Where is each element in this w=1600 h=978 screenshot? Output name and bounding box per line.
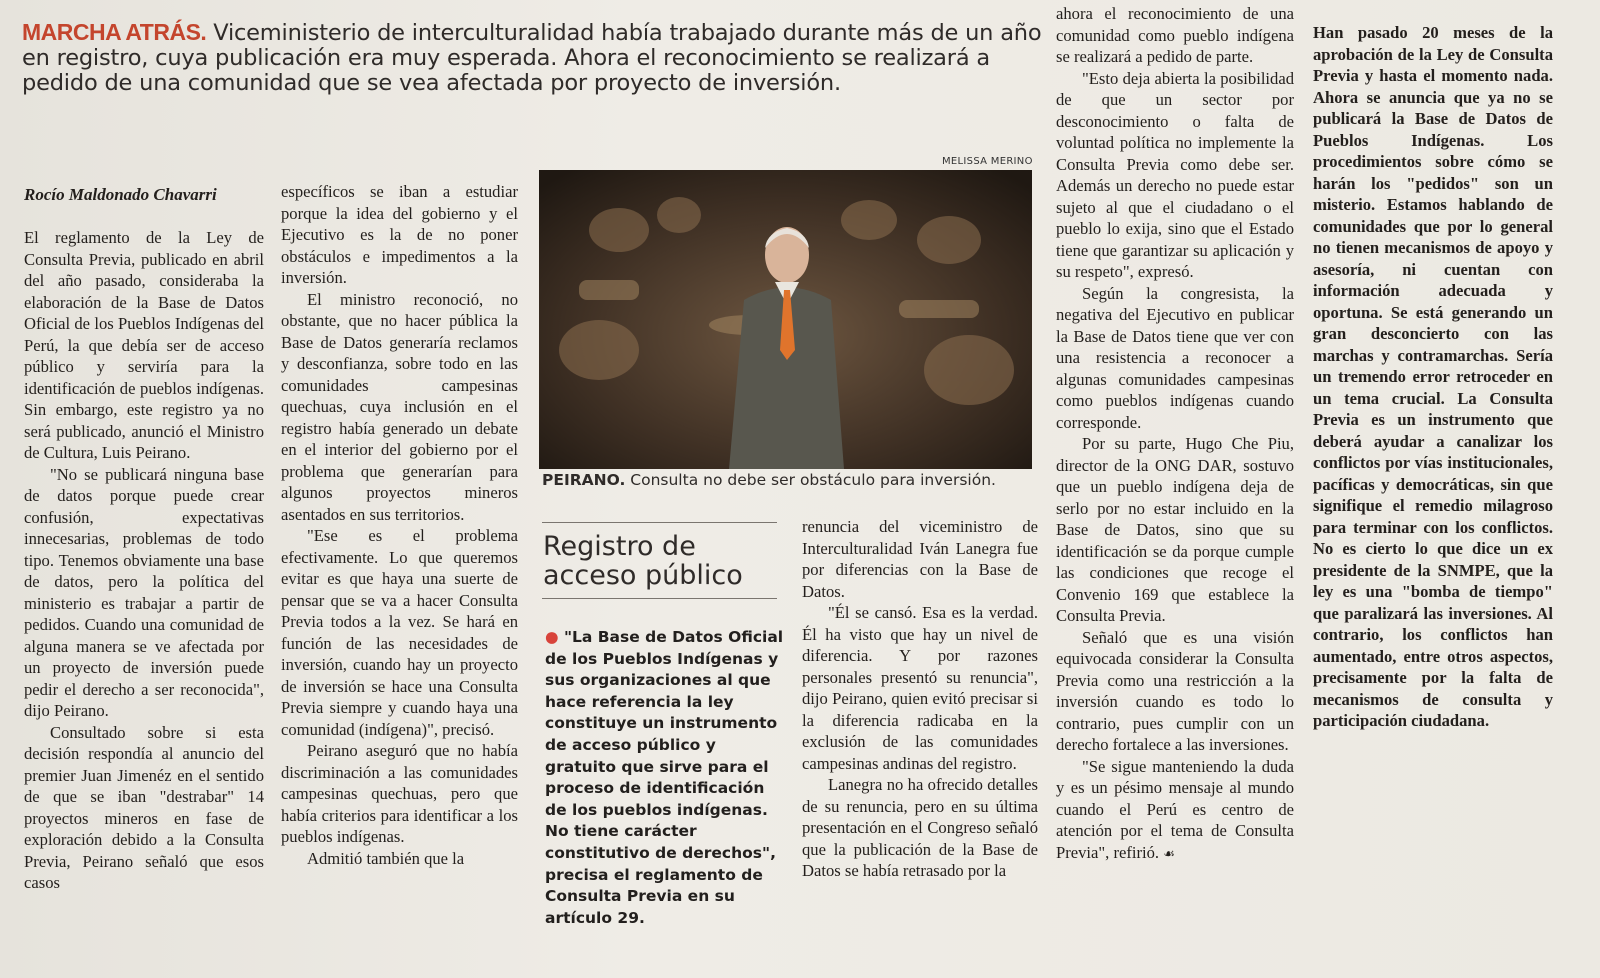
opinion-text: Han pasado 20 meses de la aprobación de la Ley de Consulta Previa y hasta el momento nada. Ahora se anuncia que ya no se publicará la Base de Datos de Pueblos Indígenas. Los procedimientos sobre cómo se harán los "pedidos" son un misterio. Estamos hablando de comunidades que por lo general no tienen mecanismos de apoyo y asesoría, ni cuentan con información adecuada y oportuna. Se está generando un gran desconcierto con las marchas y contramarchas. Sería un tremendo error retroceder en un tema crucial. La Consulta Previa es un instrumento que deberá ayudar a canalizar los conflictos por vías institucionales, pacíficas y democráticas, sin que signifique el remedio milagroso para terminar con los conflictos. No es cierto lo que dice un ex presidente de la SNMPE, que la ley es una "bomba de tiempo" que paralizará las inversiones. Al contrario, los conflictos han aumentado, entre otros aspectos, precisamente por la falta de mecanismos de consulta y participación ciudadana. (1313, 23, 1553, 730)
paragraph: Admitió también que la (307, 848, 465, 868)
sidebar-title: Registro de acceso público (543, 531, 743, 591)
lead-text: Viceministerio de interculturalidad había trabajado durante más de un año en registro, cuya publicación era muy esperada. Ahora el reconocimiento se realizará a pedido de una comunidad que se vea afectada por proyecto de inversión. (22, 20, 1042, 96)
photo-illustration (539, 170, 1032, 469)
paragraph: Consultado sobre si esta decisión respondía al anuncio del premier Juan Jimenéz en el sentido de que se iban "destrabar" 14 proyectos mineros en fase de exploración debido a la Consulta Previa, Peirano señaló que esos casos (24, 722, 264, 892)
article-column-4 (1056, 3, 1294, 864)
paragraph: Según la congresista, la negativa del Ejecutivo en publicar la Base de Datos tiene que ver con una resistencia a reconocer a algunas comunidades campesinas como pueblos indígenas cuando corresponde. (1056, 283, 1294, 432)
lead-kicker: MARCHA ATRÁS. (22, 19, 207, 45)
paragraph-text: "Se sigue manteniendo la duda y es un pésimo mensaje al mundo cuando el Perú es centro de atención por el tema de Consulta Previa", refirió. (1056, 756, 1294, 862)
article-column-2 (281, 181, 518, 869)
paragraph: El reglamento de la Ley de Consulta Previa, publicado en abril del año pasado, consideraba la elaboración de la Base de Datos Oficial de los Pueblos Indígenas del Perú, la que debía ser de acceso público y serviría para la identificación de pueblos indígenas. Sin embargo, este registro ya no será publicado, anunció el Ministro de Cultura, Luis Peirano. (24, 228, 264, 462)
paragraph: "Ese es el problema efectivamente. Lo que queremos evitar es que haya una suerte de pensar que se va a hacer Consulta Previa todos a la vez. Se hará en función de las necesidades de inversión, cuando hay un proyecto de inversión se hace una Consulta Previa siempre y cuando haya una comunidad (indígena)", precisó. (281, 526, 518, 739)
paragraph: Por su parte, Hugo Che Piu, director de la ONG DAR, sostuvo que un pueblo indígena deja de serlo por no estar incluido en la Base de Datos, sino que su identificación se da porque cumple las condiciones que recoge el Convenio 169 que establece la Consulta Previa. (1056, 434, 1294, 625)
byline: Rocío Maldonado Chavarri (24, 185, 217, 204)
lead-paragraph (22, 20, 1052, 96)
photo-peirano (539, 170, 1032, 469)
paragraph: "Él se cansó. Esa es la verdad. Él ha visto que hay un nivel de diferencia. Y por razones personales presentó su renuncia", dijo Peirano, quien evitó precisar si la diferencia radicaba en la exclusión de las comunidades campesinas andinas del registro. (802, 603, 1038, 773)
paragraph: "No se publicará ninguna base de datos porque puede crear confusión, expectativas innecesarias, problemas de todo tipo. Tenemos obviamente una base de datos, pero la política del ministerio es trabajar a partir de pedidos. Cuando una comunidad de alguna manera se ve afectada por un proyecto de inversión puede pedir el derecho a ser reconocida", dijo Peirano. (24, 464, 264, 720)
caption-lead: PEIRANO. (542, 471, 626, 489)
article-column-3 (802, 516, 1038, 882)
article-column-1 (24, 227, 264, 894)
paragraph: renuncia del viceministro de Interculturalidad Iván Lanegra fue por diferencias con la Base de Datos. (802, 517, 1038, 601)
paragraph: ahora el reconocimiento de una comunidad como pueblo indígena se realizará a pedido de parte. (1056, 4, 1294, 66)
photo-credit: MELISSA MERINO (942, 156, 1033, 167)
paragraph: Señaló que es una visión equivocada considerar la Consulta Previa como una restricción a la inversión cuando es todo lo contrario, pues cumplir con un derecho fortalece a las inversiones. (1056, 627, 1294, 754)
caption-text: Consulta no debe ser obstáculo para inversión. (630, 471, 996, 489)
sidebar-quote-text: "La Base de Datos Oficial de los Pueblos Indígenas y sus organizaciones al que hace referencia la ley constituye un instrumento de acceso público y gratuito que sirve para el proceso de identificación de los pueblos indígenas. No tiene carácter constitutivo de derechos", precisa el reglamento de Consulta Previa en su artículo 29. (545, 628, 784, 927)
red-dot-icon: ● (545, 628, 559, 646)
paragraph: Lanegra no ha ofrecido detalles de su renuncia, pero en su última presentación en el Congreso señaló que la publicación de la Base de Datos se había retrasado por la (802, 775, 1038, 880)
paragraph: Peirano aseguró que no había discriminación a las comunidades campesinas quechuas, pero que había criterios para identificar a los pueblos indígenas. (281, 741, 518, 846)
paragraph: específicos se iban a estudiar porque la idea del gobierno y el Ejecutivo es la de no poner obstáculos e impedimentos a la inversión. (281, 182, 518, 287)
opinion-column (1313, 22, 1553, 732)
sidebar-quote (545, 627, 785, 929)
end-mark-icon: ☙ (1163, 845, 1175, 861)
sidebar-rule-top (542, 522, 777, 523)
paragraph-last (1056, 756, 1294, 865)
paragraph: "Esto deja abierta la posibilidad de que un sector por desconocimiento o falta de voluntad política no implemente la Consulta Previa como debe ser. Además un derecho no puede estar sujeto al que el ciudadano o el pueblo lo exija, sino que el Estado tiene que garantizar su aplicación y su respeto", expresó. (1056, 68, 1294, 281)
photo-caption (542, 471, 1032, 489)
paragraph: El ministro reconoció, no obstante, que no hacer pública la Base de Datos generaría reclamos y desconfianza, sobre todo en las comunidades campesinas quechuas, cuya inclusión en el registro había generado un debate en el interior del gobierno por el problema que generarían para algunos proyectos mineros asentados en sus territorios. (281, 289, 518, 524)
sidebar-rule-bottom (542, 598, 777, 599)
